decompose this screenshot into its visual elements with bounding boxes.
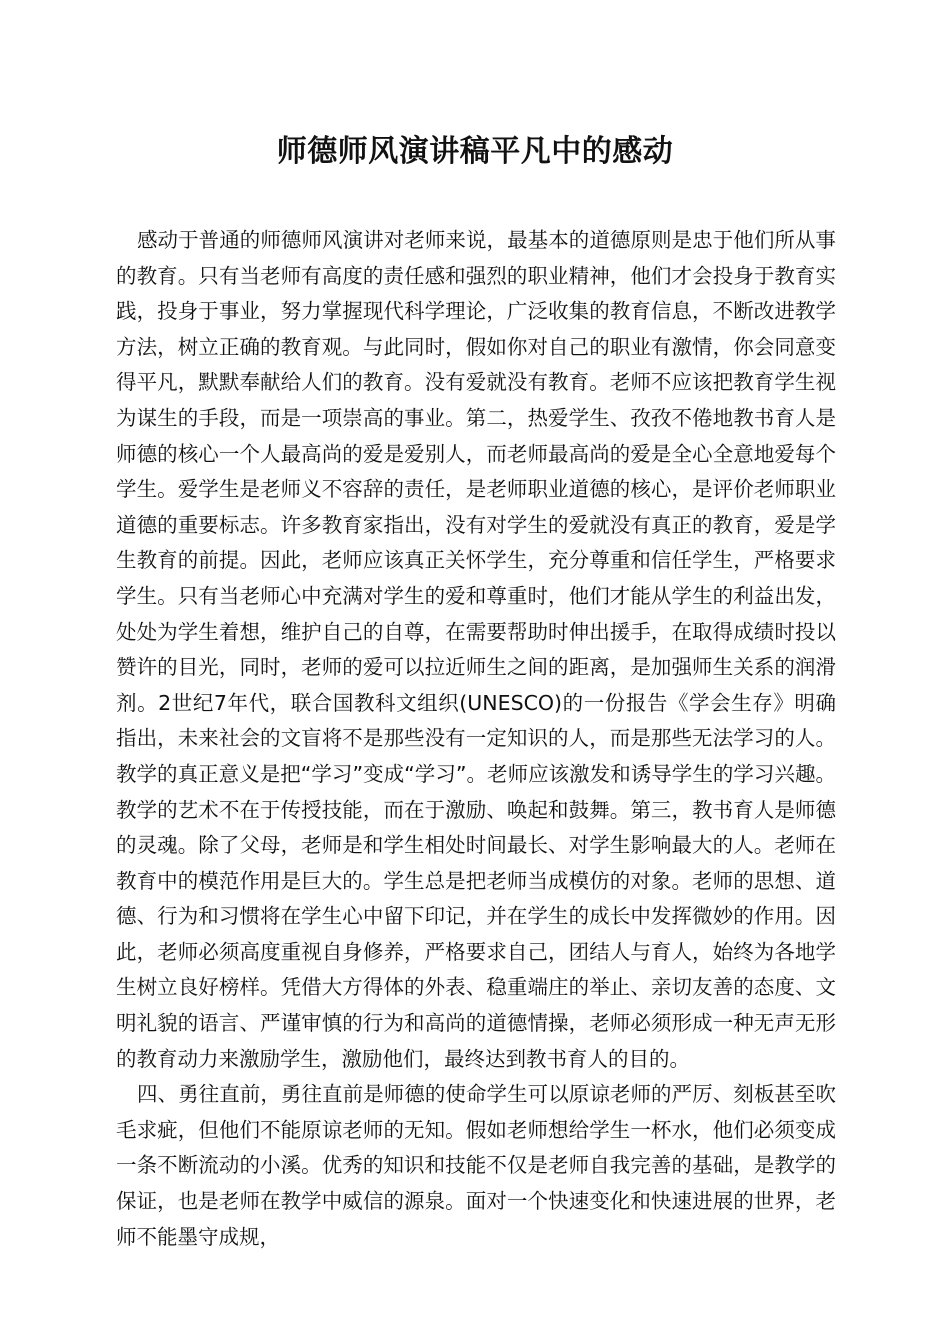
document-title: 师德师风演讲稿平凡中的感动 [276, 134, 674, 169]
paragraph-2: 四、勇往直前，勇往直前是师德的使命学生可以原谅老师的严厉、刻板甚至吹毛求疵，但他们不能原谅老师的无知。假如老师想给学生一杯水，他们必须变成一条不断流动的小溪。优秀的知识和技能不仅是老师自我完善的基础，是教学的保证，也是老师在教学中威信的源泉。面对一个快速变化和快速进展的世界，老师不能墨守成规， [116, 1082, 836, 1249]
paragraph-1: 感动于普通的师德师风演讲对老师来说，最基本的道德原则是忠于他们所从事的教育。只有当老师有高度的责任感和强烈的职业精神，他们才会投身于教育实践，投身于事业，努力掌握现代科学理论，广泛收集的教育信息，不断改进教学方法，树立正确的教育观。与此同时，假如你对自己的职业有激情，你会同意变得平凡，默默奉献给人们的教育。没有爱就没有教育。老师不应该把教育学生视为谋生的手段，而是一项崇高的事业。第二，热爱学生、孜孜不倦地教书育人是师德的核心一个人最高尚的爱是爱别人，而老师最高尚的爱是全心全意地爱每个学生。爱学生是老师义不容辞的责任，是老师职业道德的核心，是评价老师职业道德的重要标志。许多教育家指出，没有对学生的爱就没有真正的教育，爱是学生教育的前提。因此，老师应该真正关怀学生，充分尊重和信任学生，严格要求学生。只有当老师心中充满对学生的爱和尊重时，他们才能从学生的利益出发，处处为学生着想，维护自己的自尊，在需要帮助时伸出援手，在取得成绩时投以赞许的目光，同时，老师的爱可以拉近师生之间的距离，是加强师生关系的润滑剂。2世纪7年代，联合国教科文组织(UNESCO)的一份报告《学会生存》明确指出，未来社会的文盲将不是那些没有一定知识的人，而是那些无法学习的人。教学的真正意义是把“学习”变成“学习”。老师应该激发和诱导学生的学习兴趣。教学的艺术不在于传授技能，而在于激励、唤起和鼓舞。第三，教书育人是师德的灵魂。除了父母，老师是和学生相处时间最长、对学生影响最大的人。老师在教育中的模范作用是巨大的。学生总是把老师当成模仿的对象。老师的思想、道德、行为和习惯将在学生心中留下印记，并在学生的成长中发挥微妙的作用。因此，老师必须高度重视自身修养，严格要求自己，团结人与育人，始终为各地学生树立良好榜样。凭借大方得体的外表、稳重端庄的举止、亲切友善的态度、文明礼貌的语言、严谨审慎的行为和高尚的道德情操，老师必须形成一种无声无形的教育动力来激励学生，激励他们，最终达到教书育人的目的。 [116, 228, 836, 1071]
document-body [116, 223, 836, 1255]
